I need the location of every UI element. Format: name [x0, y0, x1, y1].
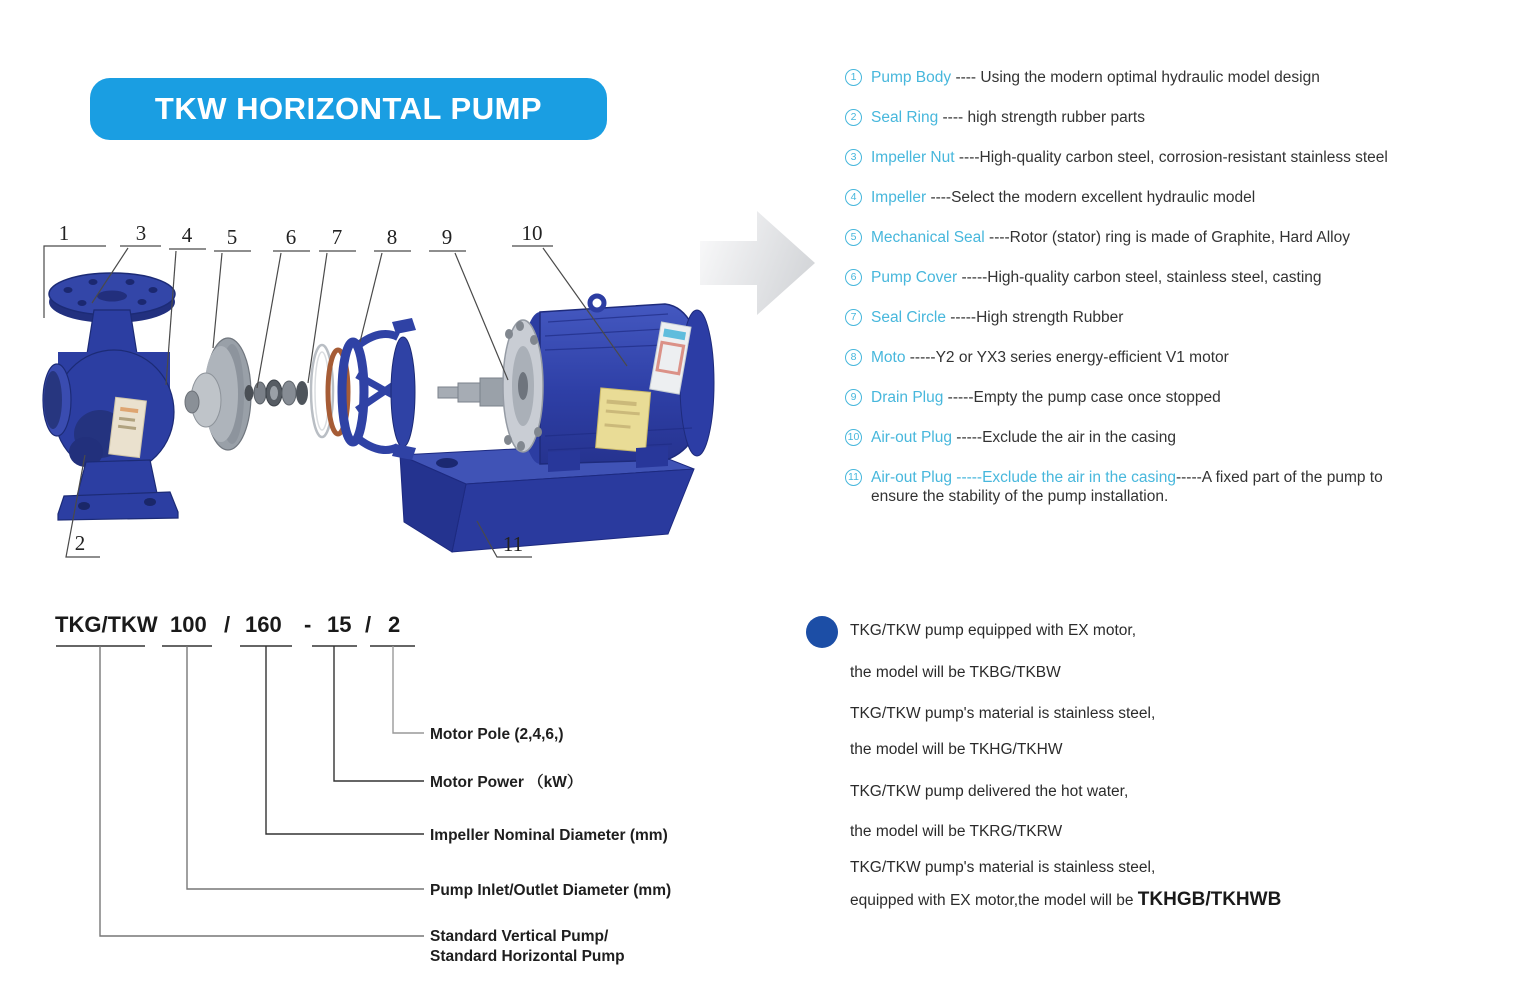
parts-list-item	[845, 68, 1510, 87]
model-segment-pole: 2	[388, 612, 401, 637]
model-segment-slash1: /	[224, 612, 231, 637]
part-number-badge: 10	[845, 429, 862, 446]
part-name: Impeller Nut	[871, 149, 955, 166]
part-desc: -----High-quality carbon steel, stainless steel, casting	[957, 269, 1322, 286]
part-number-badge: 8	[845, 349, 862, 366]
parts-list-item	[845, 308, 1510, 327]
parts-list-item	[845, 428, 1510, 447]
part-name: Seal Ring	[871, 109, 939, 126]
diagram-number-11: 11	[502, 532, 524, 556]
part-name: Seal Circle	[871, 309, 946, 326]
part-number-badge: 5	[845, 229, 862, 246]
part-desc: ----Rotor (stator) ring is made of Graphite, Hard Alloy	[984, 229, 1350, 246]
diagram-number-4: 4	[181, 223, 193, 247]
part-name: Air-out Plug	[871, 429, 952, 446]
impeller-graphic	[185, 338, 251, 450]
parts-list-item	[845, 108, 1510, 127]
label-motor-pole: Motor Pole (2,4,6,)	[430, 726, 564, 743]
parts-list-item	[845, 228, 1510, 247]
part-number-badge: 9	[845, 389, 862, 406]
parts-list-item	[845, 468, 1510, 506]
label-pump-type-line2: Standard Horizontal Pump	[430, 948, 625, 965]
part-number-badge: 2	[845, 109, 862, 126]
part-number-badge: 7	[845, 309, 862, 326]
diagram-number-10: 10	[521, 221, 543, 245]
diagram-number-3: 3	[135, 221, 147, 245]
part-desc: -----Exclude the air in the casing	[951, 429, 1176, 446]
note-line: the model will be TKBG/TKBW	[850, 664, 1061, 681]
diagram-number-6: 6	[285, 225, 297, 249]
parts-list-item	[845, 348, 1510, 367]
model-code-labels	[430, 726, 671, 965]
part-desc: ---- Using the modern optimal hydraulic model design	[951, 69, 1320, 86]
parts-list-item	[845, 148, 1510, 167]
note-line: the model will be TKHG/TKHW	[850, 741, 1063, 758]
right-arrow-icon	[695, 203, 820, 323]
parts-list	[845, 68, 1510, 527]
part-number-badge: 4	[845, 189, 862, 206]
model-segment-slash2: /	[365, 612, 372, 637]
title-banner	[90, 78, 607, 140]
part-number-badge: 11	[845, 469, 862, 486]
note-bullet	[806, 616, 838, 648]
label-inlet-outlet: Pump Inlet/Outlet Diameter (mm)	[430, 882, 672, 899]
pump-cover-graphic	[328, 318, 416, 460]
part-name: Pump Body	[871, 69, 952, 86]
part-desc: -----Y2 or YX3 series energy-efficient V1 motor	[905, 349, 1229, 366]
model-segment-series: TKG/TKW	[55, 612, 158, 637]
mechanical-seal-parts-graphic	[245, 380, 309, 406]
part-desc: -----Empty the pump case once stopped	[943, 389, 1221, 406]
model-code-breakdown	[40, 598, 740, 988]
label-impeller-diameter: Impeller Nominal Diameter (mm)	[430, 827, 668, 844]
page-title: TKW HORIZONTAL PUMP	[154, 91, 543, 126]
part-desc-highlight: -----Exclude the air in the casing	[951, 469, 1176, 486]
diagram-number-1: 1	[58, 221, 70, 245]
note-line: TKG/TKW pump equipped with EX motor,	[850, 622, 1137, 639]
part-desc-line2: ensure the stability of the pump installation.	[871, 488, 1169, 505]
motor-graphic	[438, 296, 714, 472]
pump-label-sticker	[109, 397, 147, 457]
diagram-number-5: 5	[226, 225, 238, 249]
note-model-highlight: TKHGB/TKHWB	[1137, 889, 1282, 910]
note-line: TKG/TKW pump's material is stainless steel,	[850, 859, 1156, 876]
part-name: Pump Cover	[871, 269, 958, 286]
parts-list-item	[845, 188, 1510, 207]
diagram-number-8: 8	[386, 225, 398, 249]
part-number-badge: 3	[845, 149, 862, 166]
model-code-lines	[56, 646, 424, 936]
model-segment-inlet: 100	[170, 612, 207, 637]
part-name: Drain Plug	[871, 389, 944, 406]
part-name: Mechanical Seal	[871, 229, 985, 246]
note-line: TKG/TKW pump delivered the hot water,	[850, 783, 1129, 800]
model-segment-dash: -	[304, 612, 312, 637]
model-code-text	[55, 612, 400, 637]
part-desc: -----High strength Rubber	[945, 309, 1124, 326]
part-desc: -----A fixed part of the pump to	[1175, 469, 1383, 486]
diagram-number-2: 2	[74, 531, 86, 555]
model-segment-impeller: 160	[245, 612, 282, 637]
lifting-eye-graphic	[590, 296, 604, 310]
parts-list-item	[845, 268, 1510, 287]
part-desc: ---- high strength rubber parts	[938, 109, 1145, 126]
exploded-pump-diagram	[30, 205, 775, 580]
pump-body-graphic	[43, 273, 178, 520]
motor-nameplate	[596, 388, 651, 452]
part-desc: ----Select the modern excellent hydraulic model	[926, 189, 1256, 206]
diagram-number-9: 9	[441, 225, 453, 249]
part-number-badge: 6	[845, 269, 862, 286]
note-line: TKG/TKW pump's material is stainless steel,	[850, 705, 1156, 722]
diagram-number-7: 7	[331, 225, 343, 249]
part-number-badge: 1	[845, 69, 862, 86]
part-name: Impeller	[871, 189, 927, 206]
part-name: Moto	[871, 349, 906, 366]
parts-list-item	[845, 388, 1510, 407]
model-segment-power: 15	[327, 612, 352, 637]
part-name: Air-out Plug	[871, 469, 952, 486]
note-line: equipped with EX motor,the model will be TKHGB/TKHWB	[850, 889, 1282, 910]
part-desc: ----High-quality carbon steel, corrosion-resistant stainless steel	[954, 149, 1388, 166]
label-pump-type-line1: Standard Vertical Pump/	[430, 928, 609, 945]
label-motor-power: Motor Power （kW）	[430, 774, 583, 791]
note-line: the model will be TKRG/TKRW	[850, 823, 1063, 840]
